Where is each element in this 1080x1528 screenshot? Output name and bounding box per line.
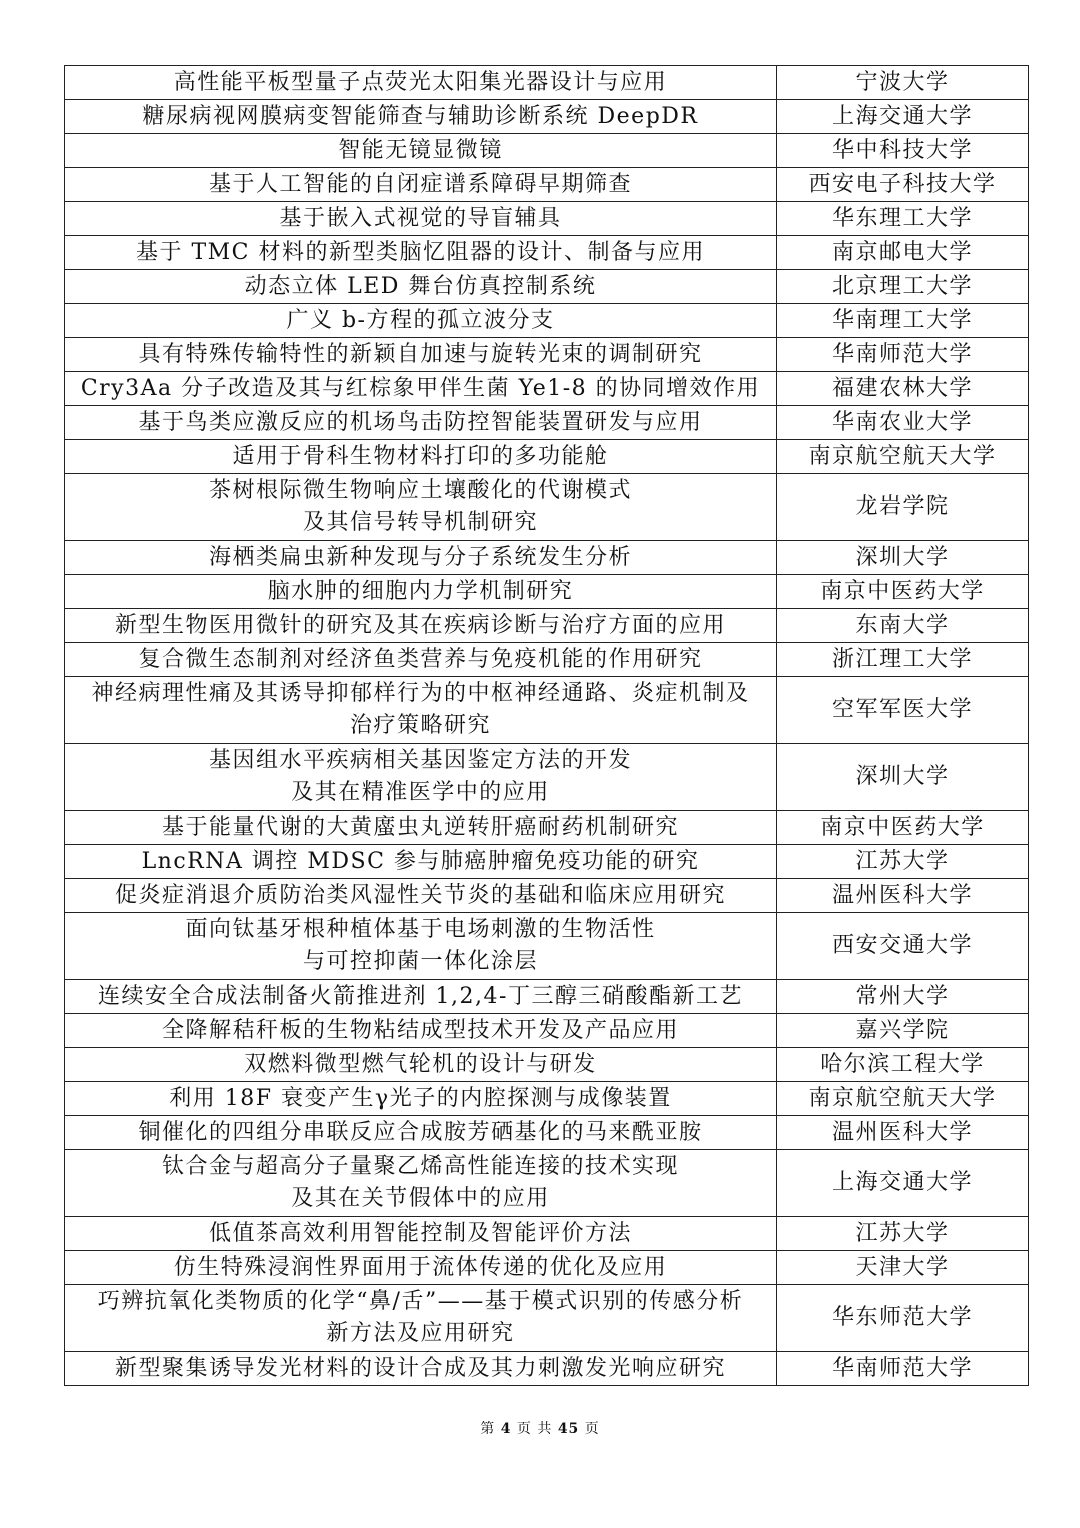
awards-table <box>64 65 1029 1386</box>
table-row <box>65 811 1029 845</box>
table-row <box>65 1285 1029 1352</box>
project-title-cell <box>65 236 777 270</box>
project-title-line: 利用 18F 衰变产生γ光子的内腔探测与成像装置 <box>169 1085 672 1111</box>
table-row <box>65 1217 1029 1251</box>
project-title-cell <box>65 1116 777 1150</box>
table-row <box>65 643 1029 677</box>
project-title-cell <box>65 643 777 677</box>
project-title-line: 具有特殊传输特性的新颖自加速与旋转光束的调制研究 <box>138 341 703 367</box>
school-cell: 深圳大学 <box>777 541 1029 575</box>
project-title-line: 双燃料微型燃气轮机的设计与研发 <box>244 1051 597 1077</box>
project-title-line: 促炎症消退介质防治类风湿性关节炎的基础和临床应用研究 <box>114 882 726 908</box>
footer-prefix: 第 <box>480 1421 496 1437</box>
project-title-cell <box>65 202 777 236</box>
table-row <box>65 168 1029 202</box>
school-cell: 天津大学 <box>777 1251 1029 1285</box>
project-title-cell <box>65 338 777 372</box>
project-title-cell <box>65 1150 777 1217</box>
project-title-line: 茶树根际微生物响应土壤酸化的代谢模式 <box>208 478 632 503</box>
project-title-cell <box>65 811 777 845</box>
project-title-cell <box>65 744 777 811</box>
school-cell: 江苏大学 <box>777 1217 1029 1251</box>
table-row <box>65 1116 1029 1150</box>
table-row <box>65 879 1029 913</box>
school-cell: 南京中医药大学 <box>777 575 1029 609</box>
school-cell: 南京邮电大学 <box>777 236 1029 270</box>
table-row <box>65 1251 1029 1285</box>
project-title-line: 适用于骨科生物材料打印的多功能舱 <box>232 443 609 469</box>
project-title-cell <box>65 1014 777 1048</box>
footer-page-number: 4 <box>500 1421 512 1437</box>
project-title-line: 新型聚集诱导发光材料的设计合成及其力刺激发光响应研究 <box>114 1355 726 1381</box>
project-title-cell <box>65 1251 777 1285</box>
project-title-cell <box>65 1352 777 1386</box>
table-row <box>65 980 1029 1014</box>
school-cell: 浙江理工大学 <box>777 643 1029 677</box>
school-cell: 江苏大学 <box>777 845 1029 879</box>
project-title-line: 智能无镜显微镜 <box>338 137 503 163</box>
table-row <box>65 744 1029 811</box>
project-title-cell <box>65 168 777 202</box>
school-cell: 华南师范大学 <box>777 338 1029 372</box>
project-title-line: 基于 TMC 材料的新型类脑忆阻器的设计、制备与应用 <box>135 239 706 265</box>
school-cell: 华东理工大学 <box>777 202 1029 236</box>
project-title-cell <box>65 677 777 744</box>
school-cell: 空军军医大学 <box>777 677 1029 744</box>
school-cell: 华中科技大学 <box>777 134 1029 168</box>
project-title-cell <box>65 100 777 134</box>
project-title-line: 全降解秸秆板的生物粘结成型技术开发及产品应用 <box>161 1017 679 1043</box>
table-row <box>65 1014 1029 1048</box>
project-title-line: 面向钛基牙根种植体基于电场刺激的生物活性 <box>185 917 656 942</box>
project-title-line: 广义 b-方程的孤立波分支 <box>286 307 555 333</box>
project-title-cell <box>65 879 777 913</box>
project-title-cell <box>65 1048 777 1082</box>
school-cell: 上海交通大学 <box>777 1150 1029 1217</box>
table-row <box>65 609 1029 643</box>
project-title-cell <box>65 440 777 474</box>
project-title-line: 糖尿病视网膜病变智能筛查与辅助诊断系统 DeepDR <box>142 103 699 129</box>
project-title-line: 及其在关节假体中的应用 <box>291 1186 550 1211</box>
school-cell: 华东师范大学 <box>777 1285 1029 1352</box>
project-title-line: 巧辨抗氧化类物质的化学“鼻/舌”——基于模式识别的传感分析 <box>97 1289 744 1314</box>
project-title-line: 海栖类扁虫新种发现与分子系统发生分析 <box>208 544 632 570</box>
project-title-line: 连续安全合成法制备火箭推进剂 1,2,4-丁三醇三硝酸酯新工艺 <box>98 983 743 1009</box>
table-row <box>65 575 1029 609</box>
project-title-line: 钛合金与超高分子量聚乙烯高性能连接的技术实现 <box>161 1154 679 1179</box>
table-row <box>65 677 1029 744</box>
table-row <box>65 100 1029 134</box>
project-title-cell <box>65 575 777 609</box>
school-cell: 温州医科大学 <box>777 1116 1029 1150</box>
school-cell: 龙岩学院 <box>777 474 1029 541</box>
project-title-line: 与可控抑菌一体化涂层 <box>302 949 538 974</box>
project-title-line: 基于嵌入式视觉的导盲辅具 <box>279 205 562 231</box>
project-title-cell <box>65 66 777 100</box>
school-cell: 宁波大学 <box>777 66 1029 100</box>
project-title-cell <box>65 980 777 1014</box>
project-title-line: 低值茶高效利用智能控制及智能评价方法 <box>208 1220 632 1246</box>
school-cell: 南京中医药大学 <box>777 811 1029 845</box>
project-title-line: 仿生特殊浸润性界面用于流体传递的优化及应用 <box>173 1254 668 1280</box>
table-row <box>65 338 1029 372</box>
table-row <box>65 66 1029 100</box>
project-title-cell <box>65 845 777 879</box>
project-title-line: 基于人工智能的自闭症谱系障碍早期筛查 <box>208 171 632 197</box>
project-title-line: 新型生物医用微针的研究及其在疾病诊断与治疗方面的应用 <box>114 612 726 638</box>
table-row <box>65 134 1029 168</box>
project-title-line: 新方法及应用研究 <box>326 1321 515 1346</box>
project-title-line: 铜催化的四组分串联反应合成胺芳硒基化的马来酰亚胺 <box>138 1119 703 1145</box>
school-cell: 华南农业大学 <box>777 406 1029 440</box>
table-row <box>65 406 1029 440</box>
school-cell: 福建农林大学 <box>777 372 1029 406</box>
table-row <box>65 202 1029 236</box>
school-cell: 南京航空航天大学 <box>777 440 1029 474</box>
table-row <box>65 304 1029 338</box>
project-title-cell <box>65 1285 777 1352</box>
school-cell: 哈尔滨工程大学 <box>777 1048 1029 1082</box>
school-cell: 东南大学 <box>777 609 1029 643</box>
table-row <box>65 1048 1029 1082</box>
school-cell: 深圳大学 <box>777 744 1029 811</box>
table-row <box>65 270 1029 304</box>
school-cell: 北京理工大学 <box>777 270 1029 304</box>
project-title-line: LncRNA 调控 MDSC 参与肺癌肿瘤免疫功能的研究 <box>141 848 700 874</box>
table-row <box>65 1082 1029 1116</box>
project-title-line: 动态立体 LED 舞台仿真控制系统 <box>244 273 597 299</box>
page-footer <box>0 1418 1080 1438</box>
project-title-line: 治疗策略研究 <box>349 713 491 738</box>
project-title-cell <box>65 474 777 541</box>
project-title-cell <box>65 609 777 643</box>
project-title-line: 基于能量代谢的大黄䗪虫丸逆转肝癌耐药机制研究 <box>161 814 679 840</box>
school-cell: 华南师范大学 <box>777 1352 1029 1386</box>
school-cell: 上海交通大学 <box>777 100 1029 134</box>
school-cell: 温州医科大学 <box>777 879 1029 913</box>
table-row <box>65 474 1029 541</box>
project-title-line: Cry3Aa 分子改造及其与红棕象甲伴生菌 Ye1-8 的协同增效作用 <box>80 375 761 401</box>
table-row <box>65 845 1029 879</box>
table-row <box>65 236 1029 270</box>
project-title-cell <box>65 406 777 440</box>
table-row <box>65 1150 1029 1217</box>
footer-suffix: 页 <box>584 1421 600 1437</box>
table-row <box>65 440 1029 474</box>
project-title-cell <box>65 1082 777 1116</box>
project-title-line: 基因组水平疾病相关基因鉴定方法的开发 <box>208 748 632 773</box>
project-title-line: 神经病理性痛及其诱导抑郁样行为的中枢神经通路、炎症机制及 <box>91 681 750 706</box>
project-title-cell <box>65 541 777 575</box>
table-row <box>65 372 1029 406</box>
school-cell: 南京航空航天大学 <box>777 1082 1029 1116</box>
project-title-cell <box>65 270 777 304</box>
school-cell: 嘉兴学院 <box>777 1014 1029 1048</box>
table-row <box>65 913 1029 980</box>
school-cell: 常州大学 <box>777 980 1029 1014</box>
project-title-cell <box>65 372 777 406</box>
table-body <box>65 66 1029 1386</box>
project-title-line: 高性能平板型量子点荧光太阳集光器设计与应用 <box>173 69 668 95</box>
project-title-line: 基于鸟类应激反应的机场鸟击防控智能装置研发与应用 <box>138 409 703 435</box>
school-cell: 西安交通大学 <box>777 913 1029 980</box>
table-row <box>65 1352 1029 1386</box>
project-title-cell <box>65 913 777 980</box>
footer-middle: 页 共 <box>516 1421 553 1437</box>
project-title-cell <box>65 1217 777 1251</box>
school-cell: 西安电子科技大学 <box>777 168 1029 202</box>
project-title-line: 脑水肿的细胞内力学机制研究 <box>267 578 574 604</box>
footer-total-pages: 45 <box>557 1421 580 1437</box>
project-title-line: 复合微生态制剂对经济鱼类营养与免疫机能的作用研究 <box>138 646 703 672</box>
table-row <box>65 541 1029 575</box>
school-cell: 华南理工大学 <box>777 304 1029 338</box>
project-title-cell <box>65 304 777 338</box>
project-title-line: 及其在精准医学中的应用 <box>291 780 550 805</box>
project-title-line: 及其信号转导机制研究 <box>302 510 538 535</box>
project-title-cell <box>65 134 777 168</box>
